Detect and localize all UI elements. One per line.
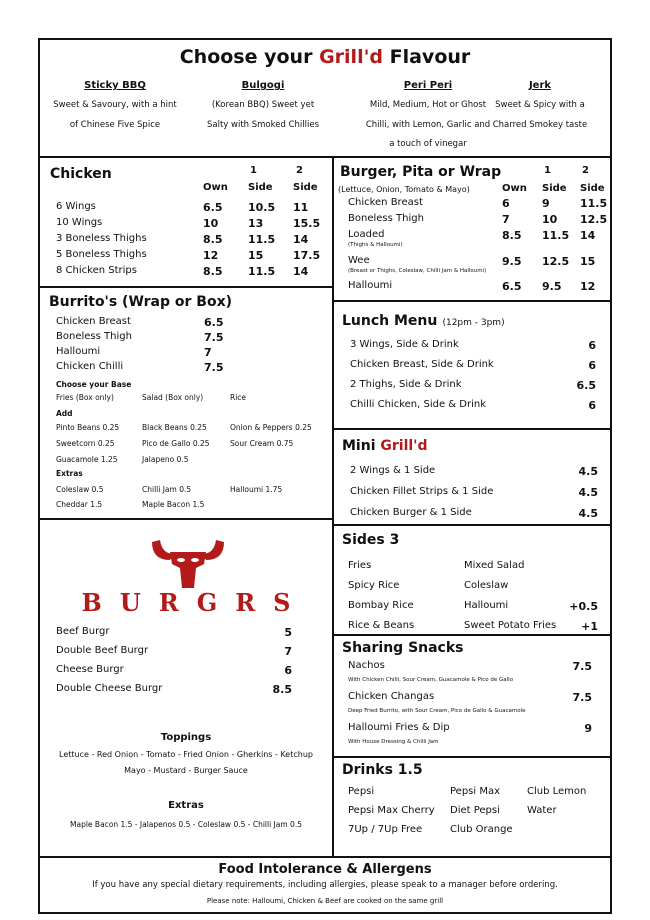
drink-item: Pepsi Max Cherry [348, 805, 435, 816]
menu-item-price: 4.5 [578, 486, 598, 499]
extras-title: Extras [168, 800, 204, 811]
menu-item-note: With House Dressing & Chilli Jam [348, 739, 439, 745]
flavour-name: Peri Peri [403, 80, 453, 91]
menu-item-name: Double Cheese Burgr [56, 683, 163, 694]
col-head-1: 1 [250, 165, 257, 176]
price-side-2: 12.5 [580, 213, 608, 226]
burgrs-logo-text: BURGRS [81, 588, 309, 617]
add-label: Add [56, 409, 73, 418]
menu-item-note: (Thighs & Halloumi) [348, 242, 403, 248]
menu-item-price: 4.5 [578, 507, 598, 520]
section-title: Lunch Menu (12pm - 3pm) [342, 313, 505, 329]
extras-label: Extras [56, 469, 83, 478]
menu-item-price: 6 [588, 359, 596, 372]
flavour-desc: Charred Smokey taste [492, 120, 588, 130]
flavour-desc: Mild, Medium, Hot or Ghost [369, 100, 487, 110]
flavour-desc: Salty with Smoked Chillies [206, 120, 319, 130]
price-own: 7 [502, 213, 510, 226]
menu-item-name: 10 Wings [56, 217, 103, 228]
menu-item-price: 6.5 [204, 316, 224, 329]
col-head-side2: Side [293, 182, 318, 193]
menu-item-name: 8 Chicken Strips [56, 265, 137, 276]
burger-pita-section [332, 156, 612, 302]
toppings-title: Toppings [160, 732, 212, 743]
side-item: Halloumi [464, 600, 509, 611]
base-option: Fries (Box only) [56, 393, 114, 402]
menu-item-name: Chilli Chicken, Side & Drink [350, 399, 486, 410]
extras-line: Maple Bacon 1.5 - Jalapenos 0.5 - Coleslaw 0.5 - Chilli Jam 0.5 [70, 820, 302, 829]
extra-option: Coleslaw 0.5 [56, 485, 104, 494]
price-own: 6.5 [502, 280, 522, 293]
flavour-desc: (Korean BBQ) Sweet yet [211, 100, 315, 110]
menu-item-name: 2 Wings & 1 Side [350, 465, 436, 476]
side-item: Spicy Rice [348, 580, 400, 591]
menu-item-price: 7 [204, 346, 212, 359]
menu-item-price: 7 [284, 645, 292, 658]
price-own: 10 [203, 217, 219, 230]
price-side-1: 13 [248, 217, 264, 230]
menu-item-name: Double Beef Burgr [56, 645, 149, 656]
drink-item: Club Orange [450, 824, 513, 835]
menu-item-price: 5 [284, 626, 292, 639]
bull-logo-icon [148, 538, 228, 590]
price-side-1: 15 [248, 249, 264, 262]
base-option: Salad (Box only) [142, 393, 204, 402]
extra-option: Halloumi 1.75 [230, 485, 283, 494]
price-side-2: 14 [580, 229, 596, 242]
menu-item-price: 7.5 [204, 331, 224, 344]
menu-item-name: Chicken Breast [348, 197, 423, 208]
price-side-2: 14 [293, 233, 309, 246]
drinks-section [332, 756, 612, 858]
flavour-desc: Sweet & Savoury, with a hint [53, 100, 177, 110]
section-title: Sharing Snacks [342, 640, 464, 656]
burritos-section [38, 286, 334, 520]
flavour-desc: Chilli, with Lemon, Garlic and [365, 120, 491, 130]
side-item: Fries [348, 560, 372, 571]
base-option: Rice [230, 393, 247, 402]
menu-item-name: 6 Wings [56, 201, 96, 212]
toppings-line-2: Mayo - Mustard - Burger Sauce [124, 766, 248, 775]
drink-item: Water [527, 805, 557, 816]
mini-section [332, 428, 612, 526]
price-own: 6 [502, 197, 510, 210]
section-title: Chicken [50, 166, 112, 182]
price-side-2: 15 [580, 255, 596, 268]
price-side-1: 9.5 [542, 280, 562, 293]
price-side-2: 14 [293, 265, 309, 278]
price-own: 12 [203, 249, 219, 262]
price-side-1: 12.5 [542, 255, 570, 268]
price-side-2: 11.5 [580, 197, 608, 210]
price-own: 6.5 [203, 201, 223, 214]
menu-item-name: Chicken Breast [56, 316, 131, 327]
menu-item-name: Chicken Breast, Side & Drink [350, 359, 494, 370]
drink-item: Diet Pepsi [450, 805, 500, 816]
toppings-line-1: Lettuce - Red Onion - Tomato - Fried Onion - Gherkins - Ketchup [59, 750, 313, 759]
add-option: Guacamole 1.25 [56, 455, 118, 464]
price-own: 8.5 [502, 229, 522, 242]
menu-item-name: Loaded [348, 229, 385, 240]
menu-item-note: Deep Fried Burrito, with Sour Cream, Pico de Gallo & Guacamole [348, 708, 526, 714]
side-item: Mixed Salad [464, 560, 525, 571]
side-item: Sweet Potato Fries [464, 620, 557, 631]
col-head-side1: Side [248, 182, 273, 193]
menu-item-name: Halloumi Fries & Dip [348, 722, 450, 733]
extra-option: Chilli Jam 0.5 [142, 485, 192, 494]
menu-item-price: 7.5 [572, 660, 592, 673]
menu-item-name: Boneless Thigh [348, 213, 424, 224]
menu-item-name: Beef Burgr [56, 626, 110, 637]
footer-line-1: If you have any special dietary requirements, including allergies, please speak to a manager before ordering. [92, 880, 558, 890]
flavour-name: Bulgogi [241, 80, 285, 91]
sharing-section [332, 634, 612, 758]
menu-item-price: 6 [588, 399, 596, 412]
menu-item-name: Halloumi [348, 280, 393, 291]
flavour-desc: a touch of vinegar [389, 139, 467, 149]
lunch-section [332, 300, 612, 430]
side-upcharge: +0.5 [569, 600, 598, 613]
menu-item-price: 6 [284, 664, 292, 677]
add-option: Sweetcorn 0.25 [56, 439, 115, 448]
section-title: Mini Grill'd [342, 438, 428, 454]
menu-item-name: Halloumi [56, 346, 101, 357]
menu-item-price: 8.5 [272, 683, 292, 696]
col-head-own: Own [502, 183, 527, 194]
price-side-1: 11.5 [248, 265, 276, 278]
price-side-2: 17.5 [293, 249, 321, 262]
add-option: Pinto Beans 0.25 [56, 423, 120, 432]
menu-item-price: 6 [588, 339, 596, 352]
sides-section [332, 524, 612, 636]
menu-item-name: Chicken Burger & 1 Side [350, 507, 472, 518]
side-item: Bombay Rice [348, 600, 414, 611]
add-option: Pico de Gallo 0.25 [142, 439, 210, 448]
menu-item-name: 5 Boneless Thighs [56, 249, 147, 260]
drink-item: Pepsi [348, 786, 375, 797]
extra-option: Cheddar 1.5 [56, 500, 103, 509]
section-title: Drinks 1.5 [342, 762, 423, 778]
col-head-side1: Side [542, 183, 567, 194]
price-side-1: 10 [542, 213, 558, 226]
menu-item-name: Nachos [348, 660, 385, 671]
flavour-desc: of Chinese Five Spice [69, 120, 161, 130]
price-side-1: 11.5 [542, 229, 570, 242]
menu-item-name: 3 Boneless Thighs [56, 233, 147, 244]
flavour-name: Sticky BBQ [84, 80, 146, 91]
add-option: Sour Cream 0.75 [230, 439, 294, 448]
allergen-footer [38, 856, 612, 914]
menu-item-note: (Breast or Thighs, Coleslaw, Chilli Jam & Halloumi) [348, 268, 487, 274]
add-option: Black Beans 0.25 [142, 423, 207, 432]
base-label: Choose your Base [56, 380, 132, 389]
extra-option: Maple Bacon 1.5 [142, 500, 205, 509]
section-title: Burger, Pita or Wrap [340, 164, 502, 180]
price-own: 8.5 [203, 265, 223, 278]
side-upcharge: +1 [581, 620, 598, 633]
price-side-2: 15.5 [293, 217, 321, 230]
page-title: Choose your Grill'd Flavour [179, 46, 471, 68]
section-title: Sides 3 [342, 532, 400, 548]
price-side-2: 11 [293, 201, 309, 214]
price-side-1: 11.5 [248, 233, 276, 246]
drink-item: 7Up / 7Up Free [348, 824, 423, 835]
add-option: Onion & Peppers 0.25 [230, 423, 312, 432]
price-side-1: 10.5 [248, 201, 276, 214]
menu-item-name: Chicken Changas [348, 691, 435, 702]
price-side-1: 9 [542, 197, 550, 210]
price-own: 8.5 [203, 233, 223, 246]
section-subtitle: (Lettuce, Onion, Tomato & Mayo) [338, 185, 470, 194]
footer-line-2: Please note: Halloumi, Chicken & Beef are cooked on the same grill [206, 897, 444, 905]
price-side-2: 12 [580, 280, 596, 293]
menu-item-price: 4.5 [578, 465, 598, 478]
add-option: Jalapeno 0.5 [142, 455, 189, 464]
chicken-section [38, 156, 334, 288]
col-head-1: 1 [544, 165, 551, 176]
flavour-header [38, 38, 612, 158]
menu-item-name: Chicken Fillet Strips & 1 Side [350, 486, 494, 497]
menu-item-price: 7.5 [204, 361, 224, 374]
menu-item-name: 3 Wings, Side & Drink [350, 339, 459, 350]
col-head-2: 2 [582, 165, 589, 176]
drink-item: Pepsi Max [450, 786, 501, 797]
menu-item-price: 9 [584, 722, 592, 735]
menu-item-name: Cheese Burgr [56, 664, 124, 675]
col-head-side2: Side [580, 183, 605, 194]
menu-item-note: With Chicken Chilli, Sour Cream, Guacamole & Pico de Gallo [348, 677, 514, 683]
side-item: Coleslaw [464, 580, 509, 591]
menu-item-name: 2 Thighs, Side & Drink [350, 379, 462, 390]
col-head-own: Own [203, 182, 228, 193]
flavour-name: Jerk [528, 80, 552, 91]
menu-item-price: 7.5 [572, 691, 592, 704]
footer-title: Food Intolerance & Allergens [218, 862, 432, 877]
drink-item: Club Lemon [527, 786, 587, 797]
section-title: Burrito's (Wrap or Box) [49, 294, 233, 310]
flavour-desc: Sweet & Spicy with a [495, 100, 585, 110]
burgrs-section [38, 518, 334, 858]
menu-item-name: Boneless Thigh [56, 331, 132, 342]
col-head-2: 2 [296, 165, 303, 176]
menu-item-name: Chicken Chilli [56, 361, 124, 372]
menu-item-price: 6.5 [576, 379, 596, 392]
menu-item-name: Wee [348, 255, 370, 266]
side-item: Rice & Beans [348, 620, 415, 631]
price-own: 9.5 [502, 255, 522, 268]
